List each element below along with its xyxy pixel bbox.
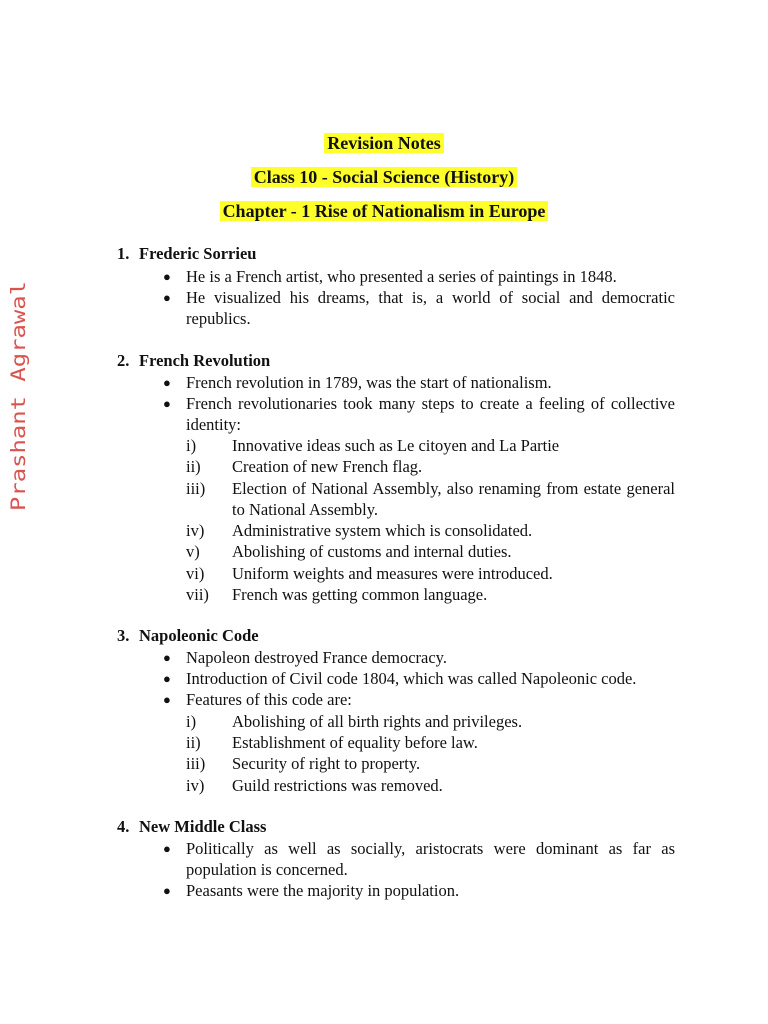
list-item-text: He visualized his dreams, that is, a world of social and democratic republics. [186, 288, 675, 328]
sub-list-marker: i) [186, 712, 197, 731]
sub-list-text: Guild restrictions was removed. [232, 776, 443, 795]
list-item [163, 668, 675, 689]
sub-list-text: Abolishing of customs and internal duties. [232, 542, 512, 561]
section-heading [117, 351, 270, 371]
sub-list-item [186, 563, 675, 584]
page-title-text: Revision Notes [324, 133, 444, 153]
bullet-icon: ● [163, 671, 171, 686]
sub-list-marker: iv) [186, 776, 205, 795]
section-heading [117, 626, 259, 646]
section-number: 2. [117, 351, 130, 370]
bullet-icon: ● [163, 841, 171, 856]
list-item-text: Napoleon destroyed France democracy. [186, 648, 447, 667]
bullet-icon: ● [163, 269, 171, 284]
sub-list-item [186, 711, 675, 732]
list-item-text: French revolution in 1789, was the start of nationalism. [186, 373, 552, 392]
list-item [163, 372, 675, 393]
bullet-icon: ● [163, 290, 171, 305]
chapter-title-text: Chapter - 1 Rise of Nationalism in Europe [220, 201, 549, 221]
sub-list-marker: vii) [186, 585, 209, 604]
sub-list-item [186, 732, 675, 753]
sub-list-text: Uniform weights and measures were introduced. [232, 564, 553, 583]
list-item-text: Politically as well as socially, aristocrats were dominant as far as population is concerned. [186, 839, 675, 879]
page-subtitle [0, 166, 768, 188]
sub-list-item [186, 456, 675, 477]
sub-list-text: Administrative system which is consolidated. [232, 521, 533, 540]
list-item [163, 880, 675, 901]
list-item-text: French revolutionaries took many steps to create a feeling of collective identity: [186, 394, 675, 434]
watermark-text: Prashant Agrawal [7, 323, 30, 511]
sub-list-text: Security of right to property. [232, 754, 421, 773]
page-subtitle-text: Class 10 - Social Science (History) [251, 167, 517, 187]
sub-list-text: Creation of new French flag. [232, 457, 423, 476]
sub-list-item [186, 478, 675, 520]
list-item [163, 287, 675, 329]
section-title: New Middle Class [139, 817, 267, 836]
section-heading [117, 244, 256, 264]
sub-list-text: Election of National Assembly, also renaming from estate general to National Assembly. [232, 479, 675, 519]
sub-list-item [186, 775, 675, 796]
bullet-icon: ● [163, 375, 171, 390]
section-title: Napoleonic Code [139, 626, 259, 645]
sub-list-item [186, 584, 675, 605]
list-item-text: Features of this code are: [186, 690, 352, 709]
sub-list-marker: iv) [186, 521, 205, 540]
sub-list-item [186, 753, 675, 774]
section-title: French Revolution [139, 351, 271, 370]
chapter-title [0, 200, 768, 222]
section-number: 1. [117, 244, 130, 263]
sub-list-item [186, 520, 675, 541]
sub-list-text: Abolishing of all birth rights and privileges. [232, 712, 523, 731]
sub-list-marker: ii) [186, 457, 201, 476]
section-title: Frederic Sorrieu [139, 244, 257, 263]
sub-list-item [186, 435, 675, 456]
list-item [163, 647, 675, 668]
page-title [0, 132, 768, 154]
bullet-icon: ● [163, 396, 171, 411]
bullet-icon: ● [163, 692, 171, 707]
sub-list-marker: iii) [186, 754, 206, 773]
list-item-text: Introduction of Civil code 1804, which was called Napoleonic code. [186, 669, 637, 688]
list-item [163, 266, 675, 287]
bullet-icon: ● [163, 650, 171, 665]
bullet-icon: ● [163, 883, 171, 898]
section-number: 3. [117, 626, 130, 645]
sub-list-item [186, 541, 675, 562]
section-number: 4. [117, 817, 130, 836]
sub-list-text: Establishment of equality before law. [232, 733, 478, 752]
list-item-text: Peasants were the majority in population. [186, 881, 460, 900]
sub-list-text: French was getting common language. [232, 585, 488, 604]
list-item [163, 838, 675, 880]
sub-list-marker: vi) [186, 564, 205, 583]
list-item [163, 689, 675, 710]
section-heading [117, 817, 266, 837]
sub-list-marker: i) [186, 436, 197, 455]
sub-list-text: Innovative ideas such as Le citoyen and La Partie [232, 436, 560, 455]
sub-list-marker: v) [186, 542, 200, 561]
list-item-text: He is a French artist, who presented a series of paintings in 1848. [186, 267, 617, 286]
list-item [163, 393, 675, 435]
sub-list-marker: ii) [186, 733, 201, 752]
sub-list-marker: iii) [186, 479, 206, 498]
